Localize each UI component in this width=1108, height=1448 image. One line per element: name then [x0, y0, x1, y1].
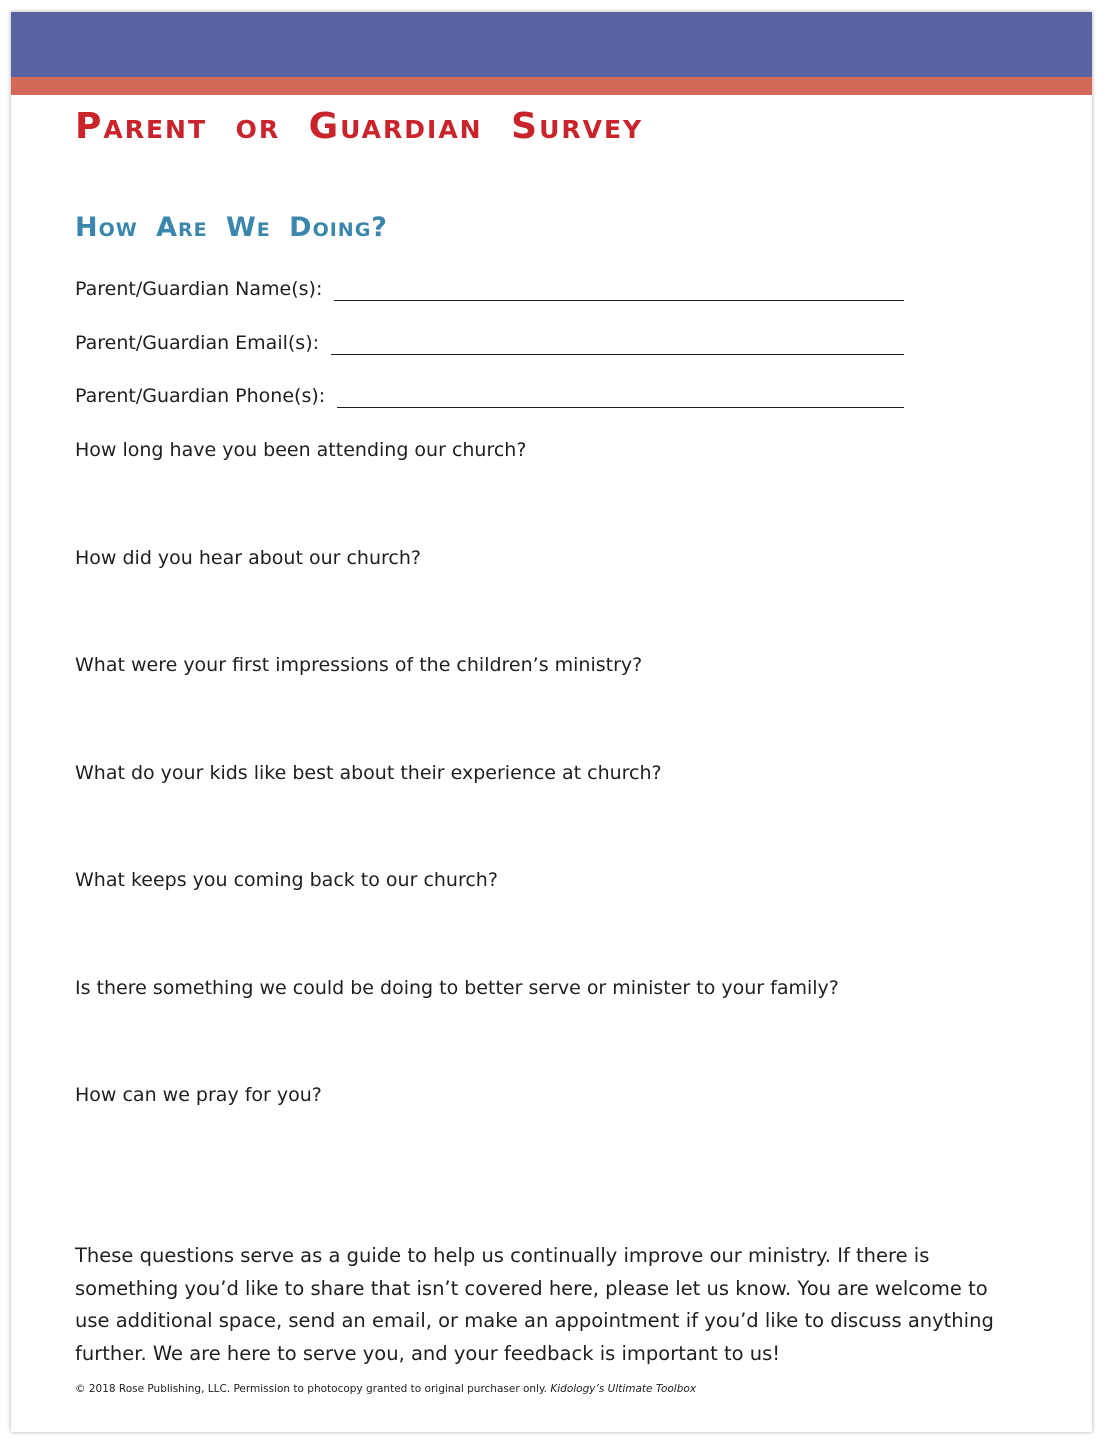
phone-field-line[interactable] [337, 387, 904, 408]
book-title: Kidology’s Ultimate Toolbox [550, 1383, 697, 1395]
phone-field-label: Parent/Guardian Phone(s): [75, 385, 326, 407]
question-attendance-length: How long have you been attending our church? [75, 439, 527, 461]
question-how-heard: How did you hear about our church? [75, 547, 421, 569]
name-field [75, 277, 904, 301]
header-band [11, 12, 1092, 77]
footer-copyright [75, 1383, 696, 1395]
question-pray-for-you: How can we pray for you? [75, 1084, 322, 1106]
section-heading: How Are We Doing? [75, 212, 388, 243]
phone-field [75, 384, 904, 408]
email-field-label: Parent/Guardian Email(s): [75, 332, 320, 354]
name-field-line[interactable] [334, 280, 904, 301]
name-field-label: Parent/Guardian Name(s): [75, 278, 323, 300]
question-first-impressions: What were your first impressions of the children’s ministry? [75, 654, 643, 676]
email-field-line[interactable] [331, 334, 904, 355]
email-field [75, 331, 904, 355]
survey-page [11, 12, 1092, 1432]
question-kids-like-best: What do your kids like best about their experience at church? [75, 762, 662, 784]
question-keeps-coming-back: What keeps you coming back to our church? [75, 869, 498, 891]
header-accent-stripe [11, 77, 1092, 95]
question-better-serve: Is there something we could be doing to better serve or minister to your family? [75, 977, 839, 999]
page-title: Parent or Guardian Survey [75, 106, 644, 147]
copyright-text: © 2018 Rose Publishing, LLC. Permission to photocopy granted to original purchaser only. [75, 1383, 548, 1395]
closing-paragraph: These questions serve as a guide to help us continually improve our ministry. If there is something you’d like to share that isn’t covered here, please let us know. You are welcome to use additional space, send an email, or make an appointment if you’d like to discuss anything further. We are here to serve you, and your feedback is important to us! [75, 1244, 994, 1365]
